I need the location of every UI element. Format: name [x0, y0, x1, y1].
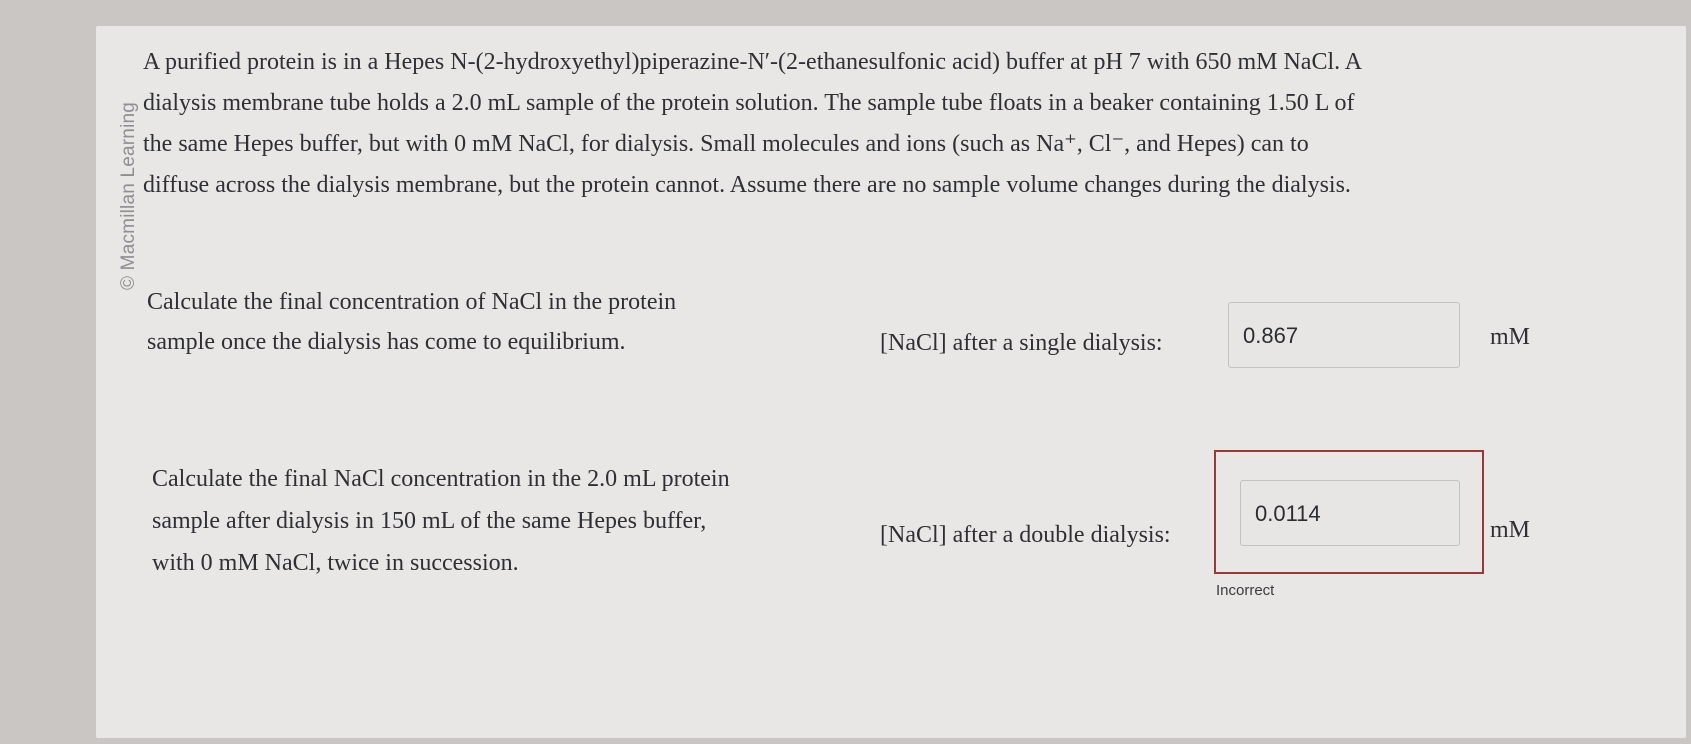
single-dialysis-answer-input[interactable]: 0.867: [1228, 302, 1460, 368]
question-2-line-1: Calculate the final NaCl concentration in the 2.0 mL protein: [152, 466, 730, 492]
double-dialysis-label: [NaCl] after a double dialysis:: [880, 522, 1171, 548]
single-dialysis-unit: mM: [1490, 324, 1531, 350]
double-dialysis-unit: mM: [1490, 517, 1531, 543]
question-1-line-1: Calculate the final concentration of NaCl in the protein: [147, 289, 677, 315]
problem-line-4: diffuse across the dialysis membrane, but the protein cannot. Assume there are no sample volume changes during the dialysis.: [143, 172, 1351, 198]
incorrect-feedback: Incorrect: [1216, 582, 1275, 599]
question-1-line-2: sample once the dialysis has come to equilibrium.: [147, 329, 626, 355]
double-dialysis-answer-input[interactable]: 0.0114: [1240, 480, 1460, 546]
question-2-prompt: [152, 458, 832, 584]
question-1-prompt: [147, 282, 767, 362]
question-2-line-3: with 0 mM NaCl, twice in succession.: [152, 550, 519, 576]
copyright-watermark: © Macmillan Learning: [118, 101, 139, 290]
problem-line-2: dialysis membrane tube holds a 2.0 mL sample of the protein solution. The sample tube floats in a beaker containing 1.50 L of: [143, 90, 1355, 116]
single-dialysis-label: [NaCl] after a single dialysis:: [880, 330, 1163, 356]
problem-line-1: A purified protein is in a Hepes N-(2-hydroxyethyl)piperazine-N′-(2-ethanesulfonic acid) buffer at pH 7 with 650 mM NaCl. A: [143, 49, 1363, 75]
problem-statement: [143, 42, 1543, 206]
problem-line-3: the same Hepes buffer, but with 0 mM NaCl, for dialysis. Small molecules and ions (such as Na⁺, Cl⁻, and Hepes) can to: [143, 131, 1309, 157]
question-2-line-2: sample after dialysis in 150 mL of the same Hepes buffer,: [152, 508, 707, 534]
